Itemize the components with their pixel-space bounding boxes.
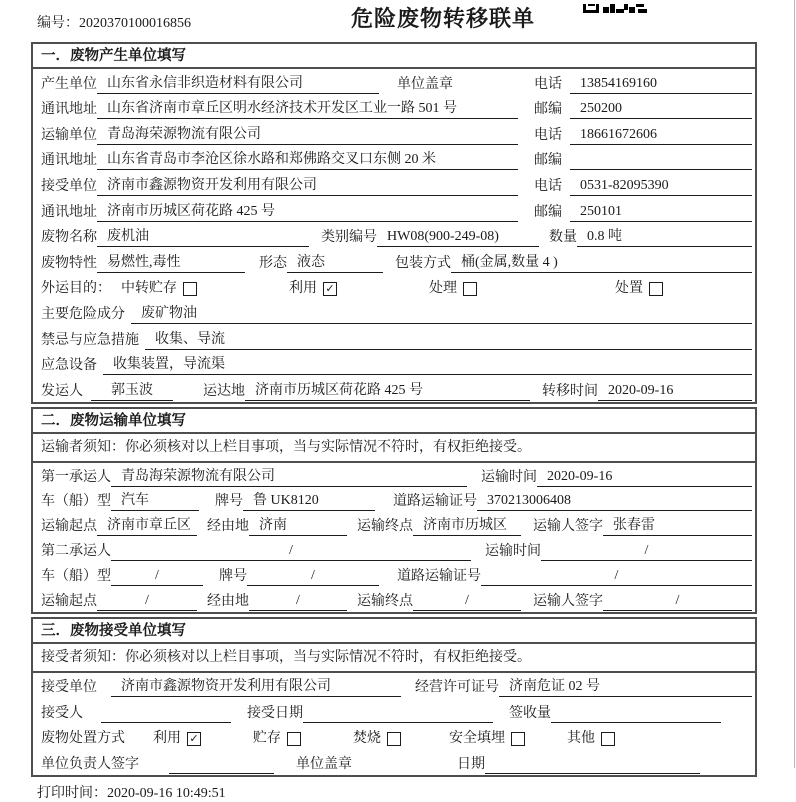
purpose-option-utilize-checkbox <box>323 282 337 296</box>
row-transport-unit <box>33 120 755 146</box>
row-waste-property <box>33 248 755 274</box>
page-title: 危险废物转移联单 <box>350 6 535 31</box>
route-via-2-label: 经由地 <box>207 593 249 609</box>
road-license-2-value: / <box>481 567 752 586</box>
route-start-label: 运输起点 <box>41 519 97 535</box>
hazard-component-value: 废矿物油 <box>131 305 752 324</box>
sign-date-label: 日期 <box>457 756 485 772</box>
produce-zip-group <box>534 100 752 119</box>
second-carrier-value: / <box>111 542 471 561</box>
transport-zip-group <box>534 152 752 170</box>
receive-phone-group <box>534 177 752 196</box>
destination-label: 运达地 <box>203 383 245 399</box>
first-carrier-value: 青岛海荣源物流有限公司 <box>111 468 467 487</box>
carrier-sign-2-label: 运输人签字 <box>533 593 603 609</box>
disposal-option-utilize <box>153 730 201 748</box>
plate-number-value: 鲁 UK8120 <box>243 492 375 511</box>
route-start-2-value: / <box>97 592 197 611</box>
receive-address-label: 通讯地址 <box>41 204 97 220</box>
dispatcher-value: 郭玉波 <box>91 382 173 401</box>
produce-phone-group <box>534 75 752 94</box>
purpose-option-dispose <box>615 280 663 298</box>
responsible-sign-label: 单位负责人签字 <box>41 756 139 772</box>
plate-number-2-value: / <box>247 567 379 586</box>
document-number-value: 2020370100016856 <box>79 16 191 31</box>
vehicle-type-2-label: 车（船）型 <box>41 568 111 584</box>
transfer-purpose-label: 外运目的： <box>41 281 111 297</box>
document-number-label: 编号： <box>37 16 79 31</box>
produce-unit-value: 山东省永信非织造材料有限公司 <box>97 75 379 94</box>
purpose-option-treat-label: 处理 <box>429 281 457 297</box>
transport-phone-label: 电话 <box>534 127 562 143</box>
receive-address-value: 济南市历城区荷花路 425 号 <box>97 203 518 222</box>
purpose-option-transfer-storage <box>121 280 197 298</box>
disposal-option-incinerate-label: 焚烧 <box>353 731 381 746</box>
check-mark: ✓ <box>189 732 199 745</box>
carrier-sign-2-value: / <box>603 592 752 611</box>
produce-address-value: 山东省济南市章丘区明水经济技术开发区工业一路 501 号 <box>97 100 518 119</box>
receive-zip-label: 邮编 <box>534 204 562 220</box>
purpose-option-transfer-storage-checkbox <box>183 282 197 296</box>
carrier-sign-value: 张春雷 <box>603 517 752 536</box>
receive-zip-group <box>534 203 752 222</box>
purpose-option-dispose-label: 处置 <box>615 281 643 297</box>
receive-phone-label: 电话 <box>534 178 562 194</box>
disposal-option-storage-checkbox <box>287 732 301 746</box>
route-via-2-value: / <box>249 592 347 611</box>
receiver-seal-label: 单位盖章 <box>296 756 352 772</box>
row-taboo-measures <box>33 325 755 351</box>
receiver-notice: 接受者须知：你必须核对以上栏目事项，当与实际情况不符时，有权拒绝接受。 <box>33 644 755 673</box>
disposal-option-other <box>567 730 615 748</box>
waste-form-label: 形态 <box>259 255 287 271</box>
signed-quantity-label: 签收量 <box>509 705 551 721</box>
section-transporter-heading: 二．废物运输单位填写 <box>33 409 755 434</box>
destination-value: 济南市历城区荷花路 425 号 <box>245 382 530 401</box>
responsible-sign-value <box>169 756 274 774</box>
waste-code-value: HW08(900-249-08) <box>377 228 539 247</box>
purpose-option-utilize <box>289 280 337 298</box>
transport-phone-group <box>534 126 752 145</box>
packaging-label: 包装方式 <box>395 255 451 271</box>
disposal-method-label: 废物处置方式 <box>41 731 125 746</box>
route-start-2-label: 运输起点 <box>41 593 97 609</box>
receive-unit-value: 济南市鑫源物资开发利用有限公司 <box>97 177 518 196</box>
qr-code-fragment <box>583 0 647 18</box>
row-route-1 <box>33 512 755 537</box>
transport-time-value: 2020-09-16 <box>537 468 752 487</box>
produce-zip-value: 250200 <box>570 100 752 119</box>
row-receiving-unit <box>33 673 755 699</box>
sign-date-value <box>485 756 700 774</box>
transport-zip-label: 邮编 <box>534 153 562 169</box>
road-license-2-label: 道路运输证号 <box>397 568 481 584</box>
transport-time-label: 运输时间 <box>481 469 537 485</box>
waste-property-label: 废物特性 <box>41 255 97 271</box>
taboo-measures-label: 禁忌与应急措施 <box>41 332 139 348</box>
waste-name-value: 废机油 <box>97 228 309 247</box>
disposal-option-landfill-label: 安全填埋 <box>449 731 505 746</box>
disposal-option-landfill <box>449 730 525 748</box>
row-receive-address <box>33 197 755 223</box>
waste-property-value: 易燃性,毒性 <box>97 254 245 273</box>
receiver-person-label: 接受人 <box>41 705 83 721</box>
unit-seal-label: 单位盖章 <box>397 76 453 92</box>
receiving-unit-value: 济南市鑫源物资开发利用有限公司 <box>111 678 401 697</box>
produce-address-label: 通讯地址 <box>41 102 97 118</box>
disposal-option-storage-label: 贮存 <box>253 731 281 746</box>
disposal-option-other-checkbox <box>601 732 615 746</box>
packaging-value: 桶(金属,数量 4 ) <box>451 254 752 273</box>
disposal-option-incinerate <box>353 730 401 748</box>
transfer-time-label: 转移时间 <box>542 383 598 399</box>
route-end-2-label: 运输终点 <box>357 593 413 609</box>
row-second-carrier <box>33 537 755 562</box>
first-carrier-label: 第一承运人 <box>41 469 111 485</box>
transport-unit-value: 青岛海荣源物流有限公司 <box>97 126 518 145</box>
plate-number-label: 牌号 <box>215 494 243 510</box>
receive-unit-label: 接受单位 <box>41 178 97 194</box>
business-license-label: 经营许可证号 <box>415 680 499 695</box>
row-produce-unit <box>33 69 755 95</box>
vehicle-type-label: 车（船）型 <box>41 494 111 510</box>
receiving-unit-label: 接受单位 <box>41 680 97 695</box>
disposal-option-other-label: 其他 <box>567 731 595 746</box>
vehicle-type-2-value: / <box>111 567 203 586</box>
transporter-notice: 运输者须知：你必须核对以上栏目事项，当与实际情况不符时，有权拒绝接受。 <box>33 434 755 463</box>
transport-address-value: 山东省青岛市李沧区徐水路和郑佛路交叉口东侧 20 米 <box>97 151 518 170</box>
disposal-option-landfill-checkbox <box>511 732 525 746</box>
print-time <box>37 782 796 802</box>
purpose-option-dispose-checkbox <box>649 282 663 296</box>
waste-name-label: 废物名称 <box>41 230 97 246</box>
row-route-2 <box>33 587 755 612</box>
row-vehicle-1 <box>33 488 755 513</box>
row-hazard-component <box>33 299 755 325</box>
row-transfer-purpose <box>33 274 755 300</box>
produce-phone-label: 电话 <box>534 76 562 92</box>
window-right-edge <box>794 0 795 768</box>
row-receiver-person <box>33 698 755 724</box>
vehicle-type-value: 汽车 <box>111 492 199 511</box>
print-time-label: 打印时间： <box>37 785 107 801</box>
receive-phone-value: 0531-82095390 <box>570 177 752 196</box>
route-end-2-value: / <box>413 592 521 611</box>
section-producer <box>31 42 757 404</box>
disposal-option-utilize-checkbox <box>187 732 201 746</box>
disposal-option-storage <box>253 730 301 748</box>
row-first-carrier <box>33 463 755 488</box>
section-producer-heading: 一．废物产生单位填写 <box>33 44 755 69</box>
check-mark: ✓ <box>325 282 335 295</box>
waste-code-label: 类别编号 <box>321 230 377 246</box>
receive-date-label: 接受日期 <box>247 705 303 721</box>
row-waste-name <box>33 223 755 249</box>
taboo-measures-value: 收集、导流 <box>145 331 752 350</box>
disposal-option-utilize-label: 利用 <box>153 731 181 746</box>
receiver-person-value <box>101 705 231 723</box>
section-transporter <box>31 407 757 614</box>
purpose-option-treat <box>429 280 477 298</box>
route-start-value: 济南市章丘区 <box>97 517 197 536</box>
route-end-value: 济南市历城区 <box>413 517 521 536</box>
hazard-component-label: 主要危险成分 <box>41 306 125 322</box>
business-license-value: 济南危证 02 号 <box>499 678 752 697</box>
produce-zip-label: 邮编 <box>534 102 562 118</box>
section-receiver <box>31 617 757 777</box>
emergency-equipment-label: 应急设备 <box>41 358 97 374</box>
road-license-value: 370213006408 <box>477 492 752 511</box>
purpose-option-transfer-storage-label: 中转贮存 <box>121 281 177 297</box>
waste-form-value: 液态 <box>287 254 383 273</box>
section-receiver-heading: 三．废物接受单位填写 <box>33 619 755 644</box>
route-via-label: 经由地 <box>207 519 249 535</box>
produce-unit-label: 产生单位 <box>41 76 97 92</box>
second-carrier-label: 第二承运人 <box>41 543 111 559</box>
produce-phone-value: 13854169160 <box>570 75 752 94</box>
disposal-option-incinerate-checkbox <box>387 732 401 746</box>
road-license-label: 道路运输证号 <box>393 494 477 510</box>
transport-time-2-value: / <box>541 542 752 561</box>
waste-qty-value: 0.8 吨 <box>577 228 752 247</box>
route-end-label: 运输终点 <box>357 519 413 535</box>
carrier-sign-label: 运输人签字 <box>533 519 603 535</box>
document-header <box>0 0 796 42</box>
transport-phone-value: 18661672606 <box>570 126 752 145</box>
row-responsible-sign <box>33 749 755 775</box>
row-disposal-method <box>33 724 755 750</box>
waste-qty-label: 数量 <box>549 230 577 246</box>
purpose-option-treat-checkbox <box>463 282 477 296</box>
route-via-value: 济南 <box>249 517 347 536</box>
row-receive-unit <box>33 171 755 197</box>
row-dispatch <box>33 376 755 402</box>
purpose-option-utilize-label: 利用 <box>289 281 317 297</box>
receive-date-value <box>303 705 493 723</box>
transport-unit-label: 运输单位 <box>41 127 97 143</box>
emergency-equipment-value: 收集装置，导流渠 <box>103 356 752 375</box>
transfer-time-value: 2020-09-16 <box>598 382 752 401</box>
transport-time-2-label: 运输时间 <box>485 543 541 559</box>
signed-quantity-value <box>551 705 721 723</box>
row-vehicle-2 <box>33 562 755 587</box>
dispatcher-label: 发运人 <box>41 383 83 399</box>
print-time-value: 2020-09-16 10:49:51 <box>107 785 226 801</box>
transport-zip-value <box>570 152 752 170</box>
row-emergency-equipment <box>33 351 755 377</box>
plate-number-2-label: 牌号 <box>219 568 247 584</box>
transport-address-label: 通讯地址 <box>41 153 97 169</box>
row-transport-address <box>33 146 755 172</box>
row-produce-address <box>33 95 755 121</box>
receive-zip-value: 250101 <box>570 203 752 222</box>
